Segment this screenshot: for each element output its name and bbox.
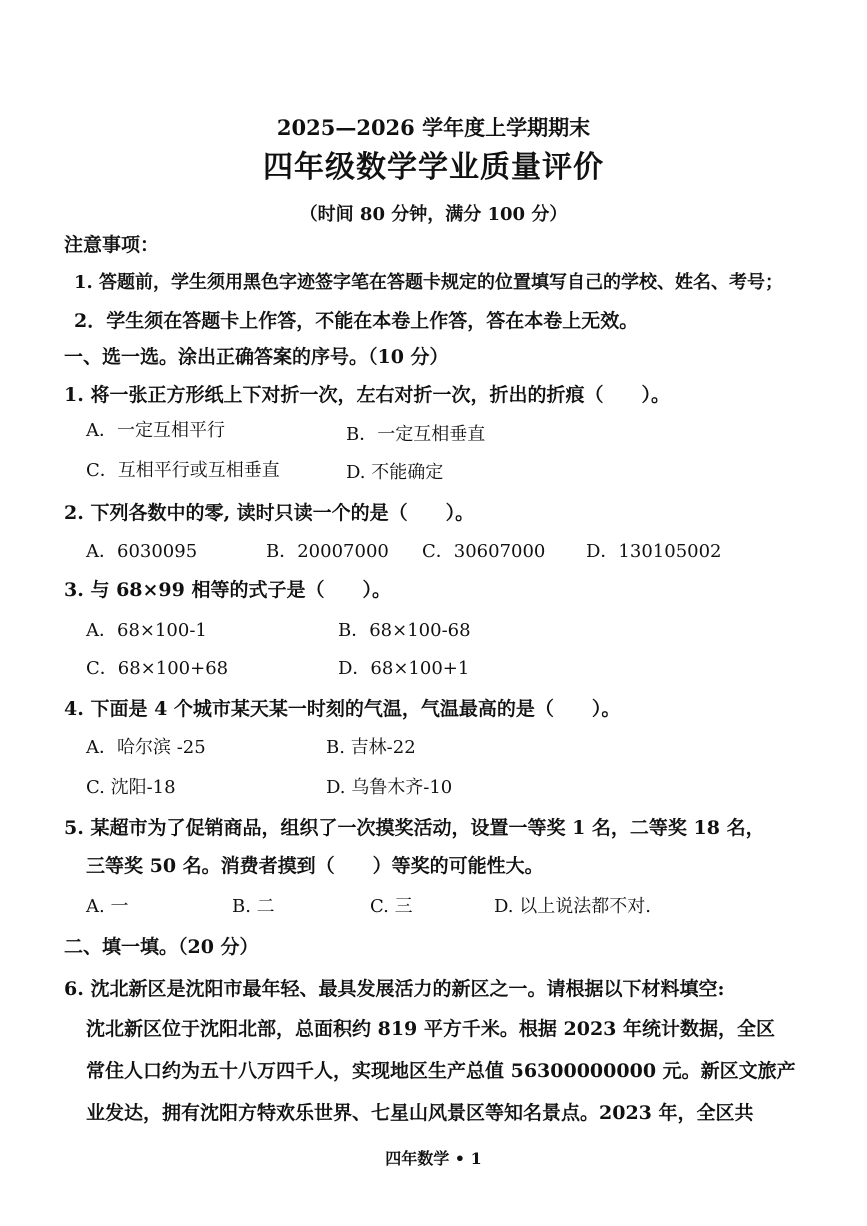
question-1-stem: 1. 将一张正方形纸上下对折一次，左右对折一次，折出的折痕（ ）。 [64, 384, 670, 406]
question-1-option-d: D. 不能确定 [346, 462, 444, 483]
question-2-option-d: D．130105002 [586, 541, 722, 562]
question-1-option-a: A．一定互相平行 [86, 420, 225, 441]
question-1-option-b: B．一定互相垂直 [346, 424, 486, 445]
question-6-stem: 6. 沈北新区是沈阳市最年轻、最具发展活力的新区之一。请根据以下材料填空: [64, 978, 725, 1000]
question-4-option-a: A．哈尔滨 -25 [86, 737, 206, 758]
question-6-paragraph-line-2: 常住人口约为五十八万四千人，实现地区生产总值 56300000000 元。新区文旅产 [86, 1060, 796, 1082]
exam-duration: （时间 80 分钟，满分 100 分） [299, 204, 568, 225]
exam-title: 四年级数学学业质量评价 [263, 150, 604, 185]
question-4-option-b: B. 吉林-22 [326, 737, 416, 758]
question-5-stem-line-2: 三等奖 50 名。消费者摸到（ ）等奖的可能性大。 [86, 855, 544, 877]
question-2-stem: 2. 下列各数中的零, 读时只读一个的是（ ）。 [64, 502, 475, 524]
question-4-stem: 4. 下面是 4 个城市某天某一时刻的气温，气温最高的是（ ）。 [64, 698, 621, 720]
question-5-stem-line-1: 5. 某超市为了促销商品，组织了一次摸奖活动，设置一等奖 1 名，二等奖 18 名， [64, 817, 765, 839]
question-5-option-a: A. 一 [86, 896, 129, 917]
question-6-paragraph-line-3: 业发达，拥有沈阳方特欢乐世界、七星山风景区等知名景点。2023 年，全区共 [86, 1102, 754, 1124]
section1-heading: 一、选一选。涂出正确答案的序号。（10 分） [64, 346, 449, 368]
exam-term: 2025—2026 学年度上学期期末 [276, 115, 591, 140]
page-number: 四年数学 • 1 [385, 1149, 482, 1168]
question-3-option-c: C．68×100+68 [86, 658, 229, 679]
question-4-option-d: D. 乌鲁木齐-10 [326, 777, 453, 798]
question-2-option-a: A．6030095 [86, 541, 198, 562]
question-5-option-c: C. 三 [370, 896, 413, 917]
section2-heading: 二、填一填。（20 分） [64, 936, 259, 958]
question-6-paragraph-line-1: 沈北新区位于沈阳北部，总面积约 819 平方千米。根据 2023 年统计数据，全区 [86, 1018, 776, 1040]
question-3-option-d: D．68×100+1 [338, 658, 470, 679]
question-4-option-c: C. 沈阳-18 [86, 777, 176, 798]
notice-item-1: 1. 答题前，学生须用黑色字迹签字笔在答题卡规定的位置填写自己的学校、姓名、考号； [74, 272, 784, 293]
question-5-option-b: B. 二 [232, 896, 275, 917]
question-2-option-b: B．20007000 [266, 541, 389, 562]
question-3-option-a: A．68×100-1 [86, 620, 207, 641]
question-1-option-c: C．互相平行或互相垂直 [86, 460, 280, 481]
notice-heading: 注意事项： [64, 234, 160, 256]
notice-item-2: 2．学生须在答题卡上作答，不能在本卷上作答，答在本卷上无效。 [74, 310, 639, 332]
question-3-option-b: B．68×100-68 [338, 620, 471, 641]
question-5-option-d: D. 以上说法都不对. [494, 896, 651, 917]
question-3-stem: 3. 与 68×99 相等的式子是（ ）。 [64, 579, 391, 601]
question-2-option-c: C．30607000 [422, 541, 546, 562]
